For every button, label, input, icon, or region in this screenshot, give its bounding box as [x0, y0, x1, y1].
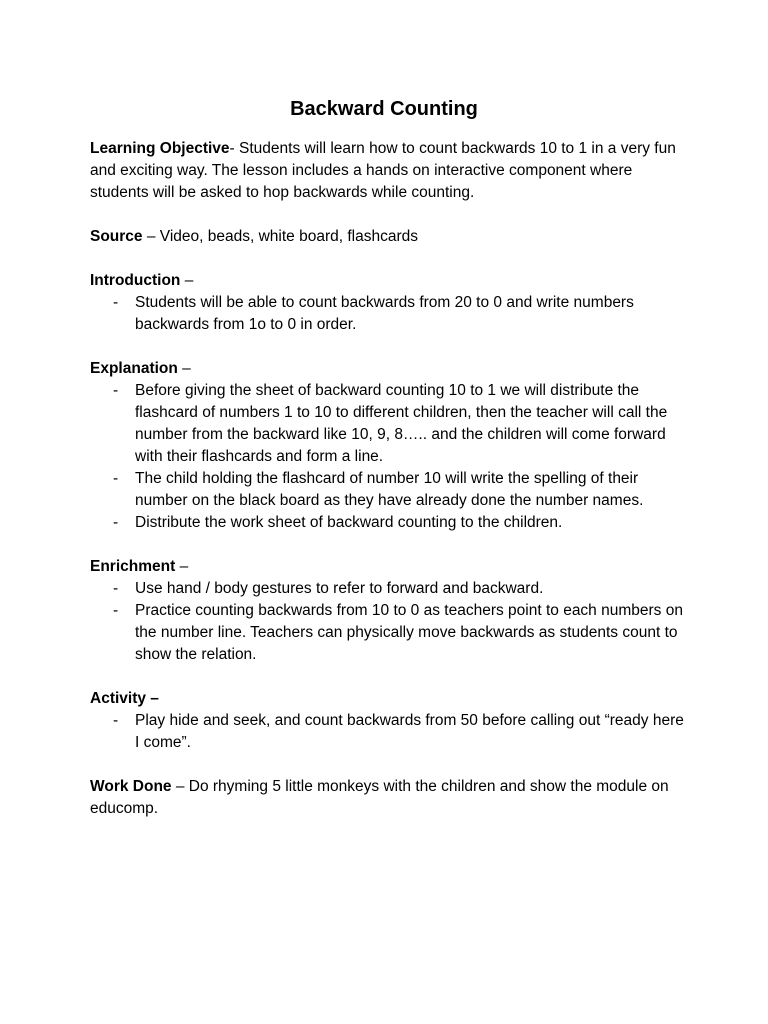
activity-list	[90, 710, 690, 754]
learning-objective-paragraph	[90, 138, 690, 204]
work-done-label: Work Done	[90, 778, 172, 795]
explanation-label: Explanation	[90, 360, 178, 377]
list-item	[90, 468, 690, 512]
activity-heading	[90, 688, 690, 710]
list-item-text: Before giving the sheet of backward counting 10 to 1 we will distribute the flashcard of numbers 1 to 10 to different children, then the teacher will call the number from the backward like 10, 9, 8….. and the children will come forward with their flashcards and form a line.	[135, 382, 668, 465]
list-item	[90, 710, 690, 754]
list-item-text: Practice counting backwards from 10 to 0 as teachers point to each numbers on the number line. Teachers can physically move backwards as students count to show the relation.	[135, 602, 683, 663]
spacer	[90, 336, 690, 358]
list-item	[90, 578, 690, 600]
dash-bullet: -	[113, 514, 119, 531]
enrichment-list	[90, 578, 690, 666]
list-item-text: Students will be able to count backwards from 20 to 0 and write numbers backwards from 1o to 0 in order.	[135, 294, 634, 333]
learning-objective-text: - Students will learn how to count backwards 10 to 1 in a very fun and exciting way. The lesson includes a hands on interactive component where students will be asked to hop backwards while counting.	[90, 140, 676, 201]
document-content	[90, 92, 690, 820]
list-item-text: Use hand / body gestures to refer to forward and backward.	[135, 580, 544, 597]
source-label: Source	[90, 228, 143, 245]
dash-bullet: -	[113, 580, 119, 597]
list-item	[90, 600, 690, 666]
activity-label: Activity –	[90, 690, 159, 707]
page-title: Backward Counting	[290, 98, 478, 120]
list-item	[90, 292, 690, 336]
spacer	[90, 248, 690, 270]
dash-bullet: -	[113, 470, 119, 487]
work-done-text: – Do rhyming 5 little monkeys with the children and show the module on educomp.	[90, 778, 669, 817]
introduction-suffix: –	[180, 272, 194, 289]
spacer	[90, 534, 690, 556]
source-paragraph	[90, 226, 690, 248]
list-item-text: The child holding the flashcard of number 10 will write the spelling of their number on the black board as they have already done the number names.	[135, 470, 644, 509]
list-item	[90, 512, 690, 534]
work-done-paragraph	[90, 776, 690, 820]
spacer	[90, 666, 690, 688]
dash-bullet: -	[113, 602, 119, 619]
enrichment-heading	[90, 556, 690, 578]
enrichment-suffix: –	[175, 558, 189, 575]
spacer	[90, 754, 690, 776]
explanation-suffix: –	[177, 360, 191, 377]
dash-bullet: -	[113, 294, 119, 311]
dash-bullet: -	[113, 382, 119, 399]
introduction-list	[90, 292, 690, 336]
list-item-text: Distribute the work sheet of backward counting to the children.	[135, 514, 563, 531]
spacer	[90, 204, 690, 226]
explanation-heading	[90, 358, 690, 380]
source-text: – Video, beads, white board, flashcards	[142, 228, 419, 245]
introduction-label: Introduction	[90, 272, 181, 289]
learning-objective-label: Learning Objective	[90, 140, 230, 157]
list-item-text: Play hide and seek, and count backwards from 50 before calling out “ready here I come”.	[135, 712, 684, 751]
enrichment-label: Enrichment	[90, 558, 176, 575]
introduction-heading	[90, 270, 690, 292]
explanation-list	[90, 380, 690, 534]
dash-bullet: -	[113, 712, 119, 729]
list-item	[90, 380, 690, 468]
